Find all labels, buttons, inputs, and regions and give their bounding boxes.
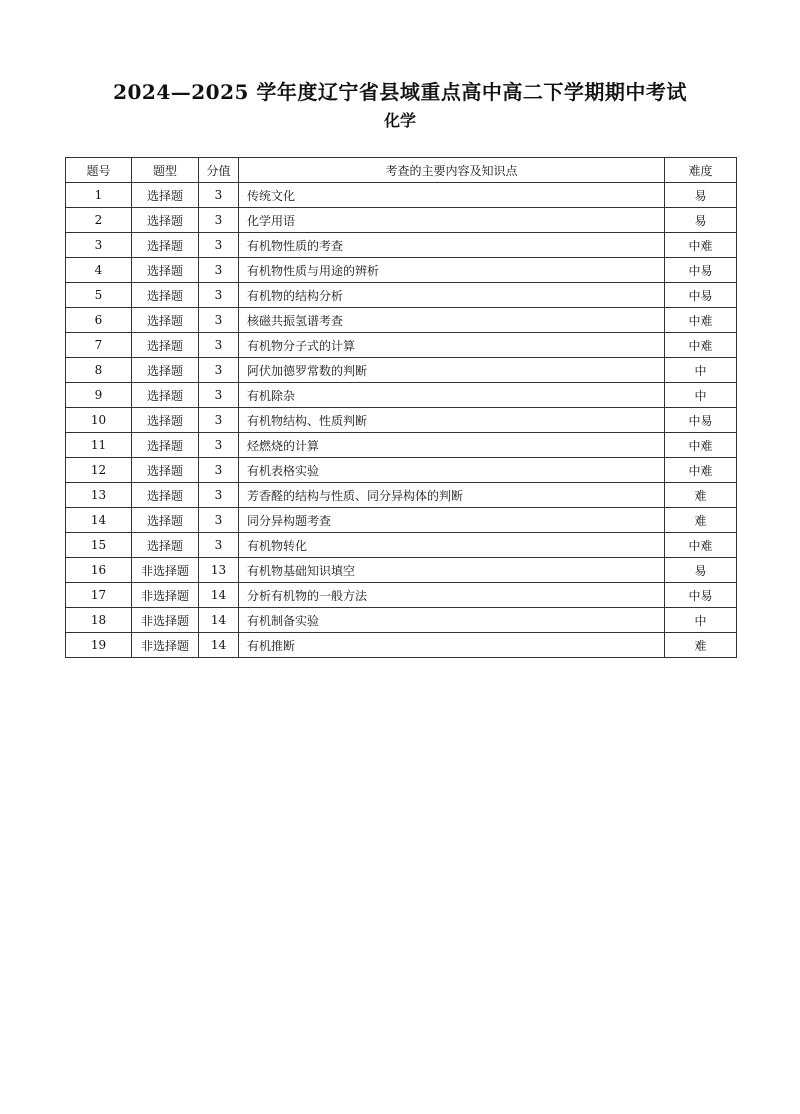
cell-type: 选择题	[132, 358, 199, 383]
cell-number: 19	[66, 633, 132, 658]
cell-difficulty: 中难	[665, 458, 737, 483]
cell-score: 3	[199, 258, 239, 283]
table-row	[66, 458, 737, 483]
cell-type: 选择题	[132, 183, 199, 208]
cell-type: 选择题	[132, 308, 199, 333]
cell-content: 有机除杂	[239, 383, 665, 408]
cell-difficulty: 中难	[665, 533, 737, 558]
cell-type: 选择题	[132, 433, 199, 458]
cell-difficulty: 中难	[665, 308, 737, 333]
cell-score: 14	[199, 633, 239, 658]
table-header	[66, 158, 737, 183]
cell-number: 3	[66, 233, 132, 258]
cell-number: 11	[66, 433, 132, 458]
table-row	[66, 183, 737, 208]
cell-type: 选择题	[132, 258, 199, 283]
cell-type: 选择题	[132, 508, 199, 533]
table-row	[66, 433, 737, 458]
cell-score: 3	[199, 358, 239, 383]
cell-score: 3	[199, 508, 239, 533]
cell-content: 有机物结构、性质判断	[239, 408, 665, 433]
header-row	[66, 158, 737, 183]
cell-type: 非选择题	[132, 558, 199, 583]
cell-score: 3	[199, 458, 239, 483]
table-row	[66, 308, 737, 333]
cell-content: 同分异构题考查	[239, 508, 665, 533]
cell-type: 非选择题	[132, 633, 199, 658]
cell-number: 12	[66, 458, 132, 483]
table-row	[66, 283, 737, 308]
cell-score: 3	[199, 233, 239, 258]
cell-number: 17	[66, 583, 132, 608]
table-row	[66, 358, 737, 383]
subject-title: 化学	[383, 111, 416, 130]
table-row	[66, 633, 737, 658]
table-row	[66, 383, 737, 408]
table-row	[66, 258, 737, 283]
cell-content: 有机物转化	[239, 533, 665, 558]
cell-type: 选择题	[132, 383, 199, 408]
cell-number: 9	[66, 383, 132, 408]
table-row	[66, 533, 737, 558]
cell-score: 3	[199, 183, 239, 208]
table-row	[66, 508, 737, 533]
cell-difficulty: 中难	[665, 433, 737, 458]
cell-number: 15	[66, 533, 132, 558]
cell-type: 选择题	[132, 533, 199, 558]
table-row	[66, 583, 737, 608]
cell-content: 有机制备实验	[239, 608, 665, 633]
cell-type: 选择题	[132, 208, 199, 233]
cell-score: 3	[199, 408, 239, 433]
cell-content: 芳香醛的结构与性质、同分异构体的判断	[239, 483, 665, 508]
header-difficulty: 难度	[665, 158, 737, 183]
cell-type: 选择题	[132, 233, 199, 258]
cell-difficulty: 易	[665, 183, 737, 208]
cell-type: 非选择题	[132, 583, 199, 608]
cell-number: 7	[66, 333, 132, 358]
cell-content: 有机物基础知识填空	[239, 558, 665, 583]
cell-difficulty: 难	[665, 633, 737, 658]
cell-number: 8	[66, 358, 132, 383]
exam-spec-table	[65, 157, 737, 658]
cell-difficulty: 难	[665, 483, 737, 508]
cell-content: 阿伏加德罗常数的判断	[239, 358, 665, 383]
cell-score: 3	[199, 433, 239, 458]
cell-score: 14	[199, 583, 239, 608]
cell-score: 13	[199, 558, 239, 583]
cell-score: 3	[199, 333, 239, 358]
cell-score: 3	[199, 208, 239, 233]
cell-score: 3	[199, 308, 239, 333]
cell-content: 核磁共振氢谱考查	[239, 308, 665, 333]
cell-type: 选择题	[132, 333, 199, 358]
cell-content: 有机表格实验	[239, 458, 665, 483]
table-body	[66, 183, 737, 658]
cell-difficulty: 难	[665, 508, 737, 533]
cell-difficulty: 中	[665, 383, 737, 408]
cell-content: 有机物性质的考查	[239, 233, 665, 258]
cell-type: 非选择题	[132, 608, 199, 633]
header-content: 考查的主要内容及知识点	[239, 158, 665, 183]
cell-content: 有机物性质与用途的辨析	[239, 258, 665, 283]
cell-number: 2	[66, 208, 132, 233]
table-row	[66, 558, 737, 583]
cell-type: 选择题	[132, 458, 199, 483]
cell-number: 1	[66, 183, 132, 208]
cell-difficulty: 中难	[665, 233, 737, 258]
cell-score: 3	[199, 383, 239, 408]
cell-difficulty: 中易	[665, 408, 737, 433]
cell-content: 有机物分子式的计算	[239, 333, 665, 358]
cell-number: 13	[66, 483, 132, 508]
header-type: 题型	[132, 158, 199, 183]
cell-type: 选择题	[132, 408, 199, 433]
cell-score: 3	[199, 533, 239, 558]
cell-number: 6	[66, 308, 132, 333]
cell-difficulty: 中	[665, 608, 737, 633]
cell-score: 3	[199, 483, 239, 508]
cell-content: 传统文化	[239, 183, 665, 208]
table-row	[66, 608, 737, 633]
cell-score: 3	[199, 283, 239, 308]
cell-difficulty: 易	[665, 208, 737, 233]
cell-content: 分析有机物的一般方法	[239, 583, 665, 608]
cell-type: 选择题	[132, 483, 199, 508]
header-number: 题号	[66, 158, 132, 183]
cell-difficulty: 中易	[665, 583, 737, 608]
table-row	[66, 408, 737, 433]
cell-content: 有机物的结构分析	[239, 283, 665, 308]
cell-score: 14	[199, 608, 239, 633]
header-score: 分值	[199, 158, 239, 183]
cell-number: 18	[66, 608, 132, 633]
cell-difficulty: 易	[665, 558, 737, 583]
table-row	[66, 333, 737, 358]
cell-number: 16	[66, 558, 132, 583]
table-row	[66, 233, 737, 258]
cell-difficulty: 中易	[665, 283, 737, 308]
cell-difficulty: 中易	[665, 258, 737, 283]
table-row	[66, 483, 737, 508]
cell-difficulty: 中难	[665, 333, 737, 358]
cell-number: 4	[66, 258, 132, 283]
cell-content: 化学用语	[239, 208, 665, 233]
document-title: 2024—2025 学年度辽宁省县域重点高中高二下学期期中考试	[113, 80, 687, 104]
cell-type: 选择题	[132, 283, 199, 308]
cell-number: 14	[66, 508, 132, 533]
table-row	[66, 208, 737, 233]
cell-difficulty: 中	[665, 358, 737, 383]
cell-content: 烃燃烧的计算	[239, 433, 665, 458]
cell-content: 有机推断	[239, 633, 665, 658]
cell-number: 10	[66, 408, 132, 433]
cell-number: 5	[66, 283, 132, 308]
